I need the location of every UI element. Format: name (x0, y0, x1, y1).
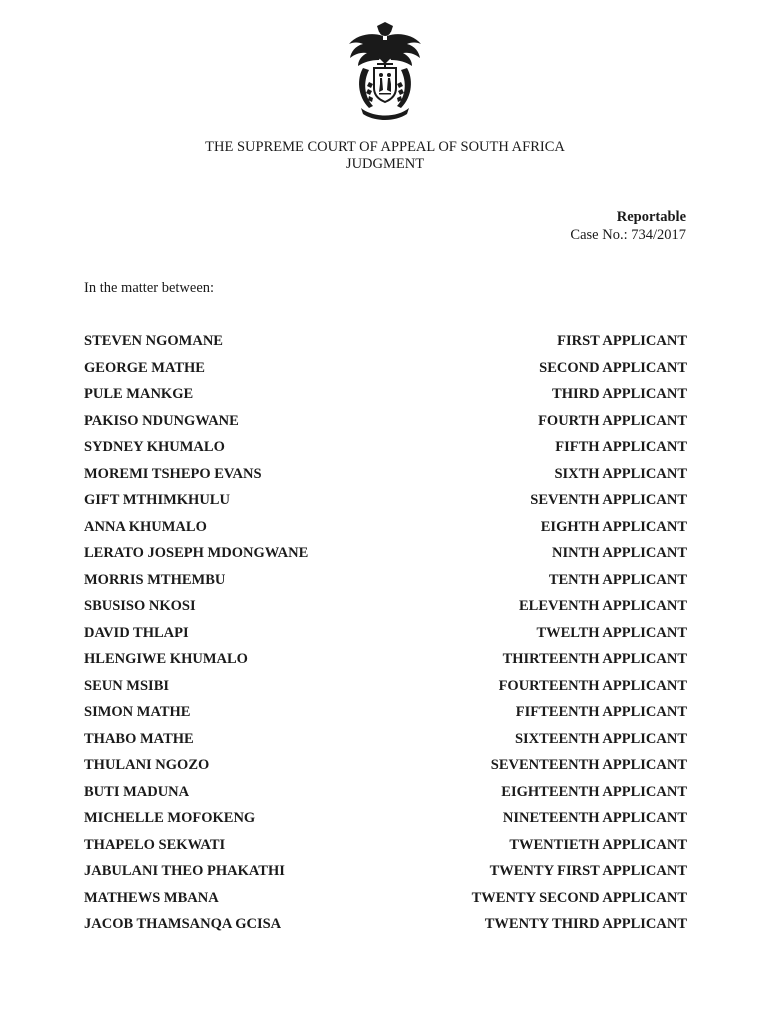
party-role: NINETEENTH APPLICANT (502, 810, 687, 826)
party-row (84, 913, 687, 940)
case-number: Case No.: 734/2017 (570, 227, 686, 243)
party-row (84, 781, 687, 808)
party-role: TENTH APPLICANT (548, 571, 687, 588)
matter-intro: In the matter between: (84, 280, 215, 296)
party-row (84, 516, 687, 543)
party-name: THULANI NGOZO (84, 757, 210, 773)
party-name: SIMON MATHE (84, 704, 191, 720)
party-row (84, 648, 687, 675)
party-row (84, 463, 687, 490)
party-role: THIRD APPLICANT (552, 386, 687, 402)
party-role: TWENTY FIRST APPLICANT (489, 863, 687, 879)
party-row (84, 860, 687, 887)
party-row (84, 622, 687, 649)
party-role: SIXTH APPLICANT (554, 465, 687, 482)
party-role: TWENTY SECOND APPLICANT (471, 889, 687, 906)
party-role: SECOND APPLICANT (539, 359, 687, 376)
party-name: BUTI MADUNA (84, 783, 190, 800)
party-list (84, 330, 687, 940)
party-row (84, 887, 687, 914)
party-name: JACOB THAMSANQA GCISA (84, 916, 282, 932)
party-name: GEORGE MATHE (84, 359, 205, 376)
party-row (84, 489, 687, 516)
party-row (84, 701, 687, 728)
party-name: ANNA KHUMALO (84, 518, 207, 535)
party-row (84, 357, 687, 384)
party-name: PAKISO NDUNGWANE (84, 412, 239, 429)
party-role: NINTH APPLICANT (552, 545, 687, 561)
party-role: EIGHTEENTH APPLICANT (501, 783, 687, 800)
party-role: TWELTH APPLICANT (536, 624, 687, 641)
party-name: JABULANI THEO PHAKATHI (84, 863, 285, 879)
party-name: DAVID THLAPI (84, 624, 189, 641)
party-row (84, 410, 687, 437)
party-role: EIGHTH APPLICANT (540, 518, 687, 535)
party-name: SEUN MSIBI (84, 677, 170, 694)
party-row (84, 675, 687, 702)
document-type: JUDGMENT (345, 156, 425, 172)
party-name: MATHEWS MBANA (84, 889, 219, 906)
party-name: SYDNEY KHUMALO (84, 439, 225, 455)
party-role: ELEVENTH APPLICANT (519, 598, 687, 614)
party-row (84, 834, 687, 861)
party-name: MOREMI TSHEPO EVANS (84, 465, 262, 482)
party-row (84, 436, 687, 463)
party-row (84, 383, 687, 410)
party-name: HLENGIWE KHUMALO (84, 651, 248, 667)
party-role: FIRST APPLICANT (557, 333, 687, 349)
party-name: MICHELLE MOFOKENG (84, 810, 256, 826)
party-name: GIFT MTHIMKHULU (84, 492, 230, 508)
party-role: TWENTIETH APPLICANT (509, 836, 687, 853)
court-name: THE SUPREME COURT OF APPEAL OF SOUTH AFRICA (205, 139, 565, 155)
party-name: THABO MATHE (84, 730, 194, 747)
party-name: PULE MANKGE (84, 386, 194, 402)
party-row (84, 595, 687, 622)
party-row (84, 542, 687, 569)
coat-of-arms-icon (347, 22, 423, 120)
party-name: SBUSISO NKOSI (84, 598, 196, 614)
party-name: MORRIS MTHEMBU (84, 571, 226, 588)
party-name: STEVEN NGOMANE (84, 333, 223, 349)
party-role: FOURTEENTH APPLICANT (498, 677, 687, 694)
party-role: FIFTH APPLICANT (555, 439, 687, 455)
party-role: THIRTEENTH APPLICANT (502, 651, 687, 667)
party-role: TWENTY THIRD APPLICANT (484, 916, 687, 932)
party-role: SEVENTEENTH APPLICANT (490, 757, 687, 773)
party-role: FIFTEENTH APPLICANT (515, 704, 687, 720)
party-role: SEVENTH APPLICANT (530, 492, 687, 508)
party-row (84, 569, 687, 596)
party-name: LERATO JOSEPH MDONGWANE (84, 545, 309, 561)
party-name: THAPELO SEKWATI (84, 836, 226, 853)
party-row (84, 330, 687, 357)
party-role: FOURTH APPLICANT (538, 412, 687, 429)
party-role: SIXTEENTH APPLICANT (514, 730, 687, 747)
party-row (84, 728, 687, 755)
reportable-label: Reportable (616, 209, 686, 225)
party-row (84, 807, 687, 834)
party-row (84, 754, 687, 781)
